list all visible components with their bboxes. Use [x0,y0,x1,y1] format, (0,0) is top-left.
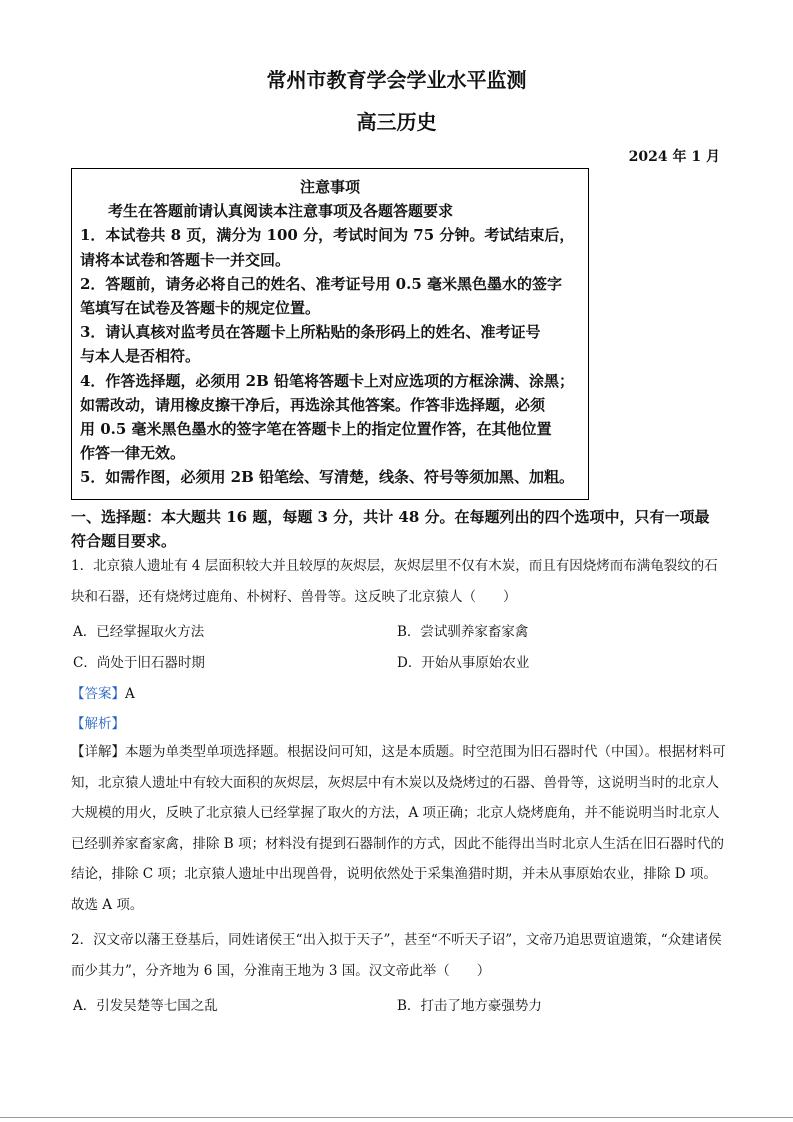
notice-line: 3．请认真核对监考员在答题卡上所粘贴的条形码上的姓名、准考证号 [80,323,541,342]
q1-option-b: B．尝试驯养家畜家禽 [397,624,529,640]
q1-answer [71,682,135,702]
notice-line: 1．本试卷共 8 页，满分为 100 分，考试时间为 75 分钟。考试结束后， [80,226,575,245]
page-bottom-divider [0,1117,793,1118]
answer-value: A [125,686,135,702]
detail-tag: 【详解】 [71,744,125,760]
q2-option-a: A．引发吴楚等七国之乱 [73,998,218,1014]
notice-line: 作答一律无效。 [80,444,186,463]
q1-detail [71,737,726,920]
notice-box [71,168,589,500]
notice-line: 与本人是否相符。 [80,347,201,366]
detail-text: 本题为单类型单项选择题。根据设问可知，这是本质题。时空范围为旧石器时代（中国）。根据材料可知，北京猿人遗址中有较大面积的灰烬层，灰烬层中有木炭以及烧烤过的石器、兽骨等，这说明当时的北京人大规模的用火，反映了北京猿人已经掌握了取火的方法，A 项正确；北京人烧烤鹿角，并不能说明当时北京人已经驯养家畜家禽，排除 B 项；材料没有提到石器制作的方式，因此不能得出当时北京人生活在旧石器时代的结论，排除 C 项；北京猿人遗址中出现兽骨，说明依然处于采集渔猎时期，并未从事原始农业，排除 D 项。故选 A 项。 [71,744,726,913]
notice-line: 请将本试卷和答题卡一并交回。 [80,250,291,269]
notice-heading: 注意事项 [299,178,360,196]
notice-line: 笔填写在试卷及答题卡的规定位置。 [80,299,321,318]
notice-line: 5．如需作图，必须用 2B 铅笔绘、写清楚，线条、符号等须加黑、加粗。 [80,468,574,487]
exam-date: 2024 年 1 月 [628,149,720,165]
analysis-tag: 【解析】 [71,716,125,732]
q1-option-c: C．尚处于旧石器时期 [73,655,205,671]
question-1-stem: 1．北京猿人遗址有 4 层面积较大并且较厚的灰烬层，灰烬层里不仅有木炭，而且有因烧烤而布满龟裂纹的石块和石器，还有烧烤过鹿角、朴树籽、兽骨等。这反映了北京猿人（ ） [71,558,718,605]
page-subtitle: 高三历史 [356,110,437,134]
section-heading: 一、选择题：本大题共 16 题，每题 3 分，共计 48 分。在每题列出的四个选项中，只有一项最符合题目要求。 [71,508,710,550]
answer-tag: 【答案】 [71,686,125,702]
notice-line: 2．答题前，请务必将自己的姓名、准考证号用 0.5 毫米黑色墨水的签字 [80,274,562,293]
notice-line: 用 0.5 毫米黑色墨水的签字笔在答题卡上的指定位置作答，在其他位置 [80,420,552,439]
notice-line: 4．作答选择题，必须用 2B 铅笔将答题卡上对应选项的方框涂满、涂黑； [80,371,574,390]
q1-option-a: A．已经掌握取火方法 [73,624,205,640]
notice-line: 如需改动，请用橡皮擦干净后，再选涂其他答案。作答非选择题，必须 [80,395,546,414]
question-2-stem: 2．汉文帝以藩王登基后，同姓诸侯王“出入拟于天子”，甚至“不听天子诏”，文帝乃追思贾谊遗策，“众建诸侯而少其力”，分齐地为 6 国，分淮南王地为 3 国。汉文帝此举（ ） [71,932,722,979]
q2-option-b: B．打击了地方豪强势力 [397,998,542,1014]
page-title: 常州市教育学会学业水平监测 [266,68,527,92]
q1-analysis [71,712,125,732]
notice-intro: 考生在答题前请认真阅读本注意事项及各题答题要求 [108,202,454,221]
q1-option-d: D．开始从事原始农业 [397,655,530,671]
